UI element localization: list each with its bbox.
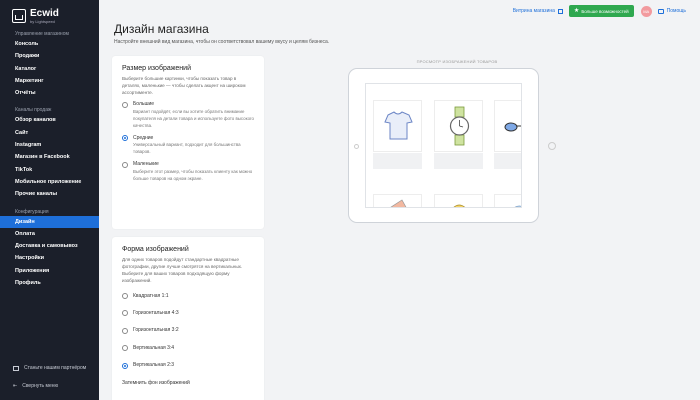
sidebar-item-shipping[interactable]: Доставка и самовывоз — [15, 243, 78, 250]
avatar[interactable]: MA — [641, 6, 652, 17]
storefront-label: Витрина магазина — [512, 8, 555, 14]
sidebar-item-marketing[interactable]: Маркетинг — [15, 77, 44, 84]
sidebar-item-mobile-app[interactable]: Мобильное приложение — [15, 178, 82, 185]
sidebar — [0, 0, 99, 400]
size-small-desc: Выберите этот размер, чтобы показать клиенту как можно больше товаров на одном экране. — [133, 168, 253, 181]
shape-h43-label: Горизонтальная 4:3 — [133, 310, 179, 317]
tablet-home-button-icon — [548, 142, 556, 150]
sidebar-item-facebook[interactable]: Магазин в Facebook — [15, 154, 70, 161]
tablet-preview — [348, 68, 539, 223]
sidebar-item-instagram[interactable]: Instagram — [15, 142, 42, 149]
sidebar-item-sales[interactable]: Продажи — [15, 53, 40, 60]
shape-option-vertical-2-3[interactable] — [122, 357, 254, 374]
size-large-desc: Вариант подойдёт, если вы хотите обратить внимание покупателя на детали товара и используете фото высокого качества. — [133, 108, 254, 128]
shape-option-horizontal-4-3[interactable] — [122, 304, 254, 321]
sidebar-item-channels-overview[interactable]: Обзор каналов — [15, 117, 56, 124]
nav-section-channels: Каналы продаж — [15, 107, 52, 114]
partner-label: Станьте нашим партнёром — [24, 365, 87, 371]
product-caption-placeholder — [434, 153, 483, 169]
help-link[interactable] — [658, 8, 686, 14]
shape-square-label: Квадратная 1:1 — [133, 292, 169, 299]
sidebar-item-reports[interactable]: Отчёты — [15, 90, 36, 97]
sidebar-item-design[interactable]: Дизайн — [0, 216, 99, 228]
logo-name: Ecwid — [30, 7, 59, 19]
logo-sub: by Lightspeed — [30, 18, 55, 24]
radio-horizontal-3-2[interactable] — [122, 328, 128, 334]
storefront-link[interactable] — [513, 8, 563, 14]
radio-large[interactable] — [122, 102, 128, 108]
product-card — [373, 194, 422, 208]
collapse-label: Свернуть меню — [22, 383, 59, 389]
shape-option-square[interactable] — [122, 287, 254, 304]
ecwid-logo[interactable] — [0, 0, 99, 26]
partner-icon — [13, 366, 19, 371]
star-icon: ★ — [573, 8, 580, 14]
shape-v23-label: Вертикальная 2:3 — [133, 362, 175, 369]
cart-logo-icon — [12, 9, 26, 23]
upgrade-label: Больше возможностей — [581, 8, 629, 14]
shape-h32-label: Горизонтальная 3:2 — [133, 327, 179, 334]
chat-icon — [658, 9, 664, 14]
top-actions — [513, 5, 686, 17]
darken-bg-label: Затемнить фон изображений — [122, 379, 190, 386]
cap-icon — [495, 195, 522, 208]
nav-section-store: Управление магазином — [15, 31, 69, 37]
shape-option-horizontal-3-2[interactable] — [122, 322, 254, 339]
t-shirt-icon — [374, 101, 423, 153]
product-card — [373, 100, 422, 152]
image-size-card — [112, 56, 264, 229]
size-medium-desc: Универсальный вариант, подходит для большинства товаров. — [133, 142, 241, 154]
sidebar-item-site[interactable]: Сайт — [15, 129, 29, 136]
shape-option-vertical-3-4[interactable] — [122, 339, 254, 356]
radio-horizontal-4-3[interactable] — [122, 310, 128, 316]
image-shape-card — [112, 237, 264, 400]
size-medium-label: Средние — [133, 134, 154, 141]
help-label: Помощь — [666, 8, 686, 14]
watch-icon — [435, 101, 484, 153]
sunglasses-icon — [495, 101, 522, 153]
product-caption-placeholder — [494, 153, 522, 169]
bag-icon — [435, 195, 484, 208]
sidebar-item-profile[interactable]: Профиль — [15, 280, 41, 287]
product-card — [434, 100, 483, 152]
book-icon — [374, 195, 423, 208]
partner-link[interactable] — [0, 365, 99, 371]
upgrade-button[interactable] — [569, 5, 634, 17]
size-small-label: Маленькие — [133, 161, 159, 167]
product-caption-placeholder — [373, 153, 422, 169]
page-description: Настройте внешний вид магазина, чтобы он соответствовал вашему вкусу и целям бизнеса. — [114, 39, 330, 45]
collapse-arrows-icon: ⇤ — [13, 383, 18, 389]
radio-small[interactable] — [122, 162, 128, 168]
radio-vertical-2-3[interactable] — [122, 363, 128, 369]
tablet-camera-icon — [354, 144, 359, 149]
radio-square[interactable] — [122, 293, 128, 299]
image-size-description: Выберите большие картинки, чтобы показать товар в деталях, маленькие — чтобы сделать акцент на широком ассортименте. — [122, 76, 246, 95]
sidebar-item-apps[interactable]: Приложения — [15, 267, 50, 274]
sidebar-item-payment[interactable]: Оплата — [15, 230, 35, 237]
sidebar-item-catalog[interactable]: Каталог — [15, 65, 37, 72]
tablet-screen — [365, 83, 522, 208]
image-shape-description: Для одних товаров подойдут стандартные квадратные фотографии, другие лучше смотрятся на вертикальных. Выберите для ваших товаров подходящую форму изображений. — [122, 257, 243, 283]
sidebar-item-other-channels[interactable]: Прочие каналы — [15, 191, 58, 198]
sidebar-item-settings[interactable]: Настройки — [15, 255, 45, 262]
preview-label: ПРОСМОТР ИЗОБРАЖЕНИЙ ТОВАРОВ — [416, 59, 498, 64]
sidebar-item-console[interactable]: Консоль — [15, 41, 39, 47]
size-large-label: Большие — [133, 101, 155, 107]
page-title: Дизайн магазина — [114, 22, 209, 36]
shape-v34-label: Вертикальная 3:4 — [133, 344, 175, 351]
product-card — [494, 100, 522, 152]
radio-vertical-3-4[interactable] — [122, 345, 128, 351]
external-link-icon — [558, 9, 563, 14]
nav-section-config: Конфигурация — [15, 208, 49, 215]
product-card — [434, 194, 483, 208]
radio-medium[interactable] — [122, 135, 128, 141]
collapse-menu-button[interactable] — [0, 383, 99, 389]
image-shape-title: Форма изображений — [122, 246, 189, 253]
image-size-title: Размер изображений — [122, 65, 191, 72]
sidebar-item-tiktok[interactable]: TikTok — [15, 166, 33, 173]
product-card — [494, 194, 522, 208]
